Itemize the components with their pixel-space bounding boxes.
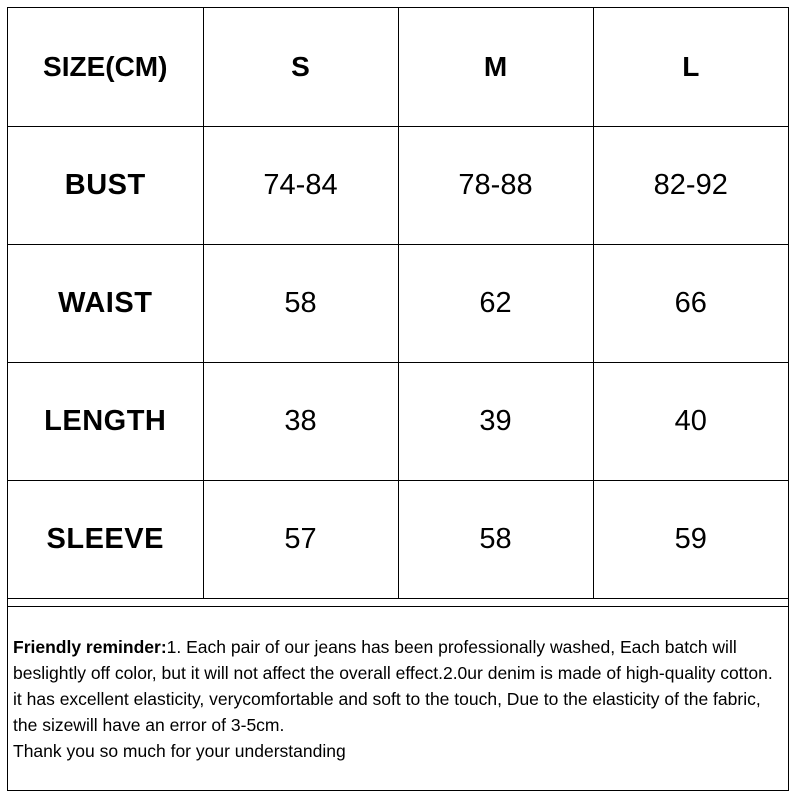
friendly-reminder-note [8,606,788,790]
sleeve-value-m: 58 [398,480,593,598]
bust-value-l: 82-92 [593,126,788,244]
table-row-length [8,362,788,480]
waist-value-m: 62 [398,244,593,362]
length-value-l: 40 [593,362,788,480]
sleeve-value-s: 57 [203,480,398,598]
length-value-m: 39 [398,362,593,480]
header-size-cm: SIZE(CM) [8,8,203,126]
header-size-m: M [398,8,593,126]
reminder-body: 1. Each pair of our jeans has been professionally washed, Each batch will beslightly off color, but it will not affect the overall effect.2.0ur denim is made of high-quality cotton. it has excellent elasticity, verycomfortable and soft to the touch, Due to the elasticity of the fabric, the sizewill have an error of 3-5cm. [13,637,773,735]
table-header-row [8,8,788,126]
waist-value-l: 66 [593,244,788,362]
header-size-s: S [203,8,398,126]
row-label-length: LENGTH [8,362,203,480]
row-label-waist: WAIST [8,244,203,362]
length-value-s: 38 [203,362,398,480]
table-row-bust [8,126,788,244]
reminder-thanks: Thank you so much for your understanding [13,741,346,761]
row-label-bust: BUST [8,126,203,244]
bust-value-m: 78-88 [398,126,593,244]
table-row-sleeve [8,480,788,598]
sleeve-value-l: 59 [593,480,788,598]
waist-value-s: 58 [203,244,398,362]
size-table [8,8,788,599]
bust-value-s: 74-84 [203,126,398,244]
header-size-l: L [593,8,788,126]
reminder-title: Friendly reminder: [13,637,167,657]
size-chart [7,7,789,791]
table-row-waist [8,244,788,362]
row-label-sleeve: SLEEVE [8,480,203,598]
